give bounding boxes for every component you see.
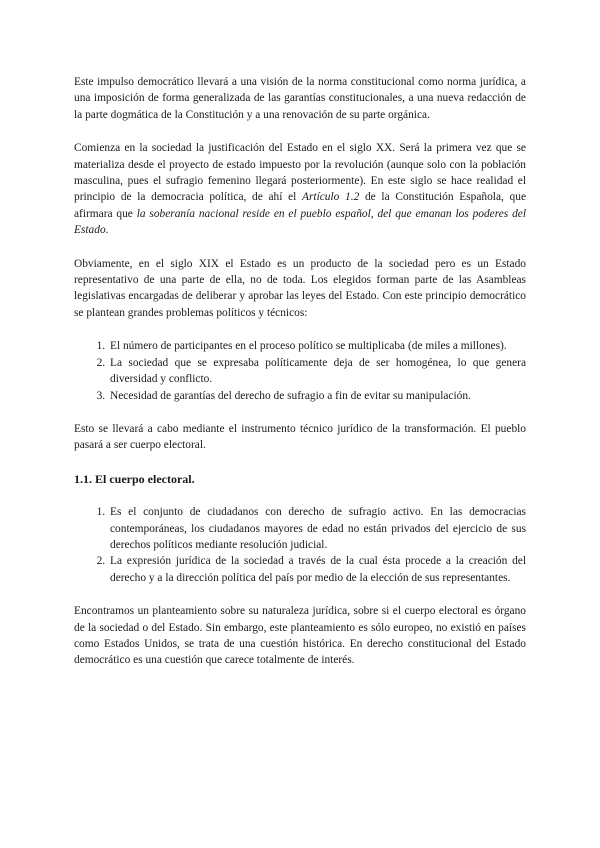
paragraph-2 [74,140,526,238]
list-item: 2. La sociedad que se expresaba políticamente deja de ser homogénea, lo que genera diversidad y conflicto. [108,355,526,388]
article-reference: Artículo 1.2 [302,191,360,204]
document-page [74,74,526,686]
definition-list [74,504,526,586]
section-heading: 1.1. El cuerpo electoral. [74,471,195,486]
paragraph-3: Obviamente, en el siglo XIX el Estado es un producto de la sociedad pero es un Estado representativo de una parte de ella, no de toda. Los elegidos forman parte de las Asambleas legislativas encargadas de deliberar y aprobar las leyes del Estado. Con este principio democrático se plantean grandes problemas políticos y técnicos: [74,257,526,319]
constitution-quote: la soberanía nacional reside en el pueblo español, del que emanan los poderes del Estado [74,207,526,237]
paragraph-2-text-c: . [105,224,109,237]
list-item: 2. La expresión jurídica de la sociedad a través de la cual ésta procede a la creación del derecho y a la dirección política del país por medio de la elección de sus representantes. [108,553,526,586]
problems-list [74,338,526,404]
list-item: 1. Es el conjunto de ciudadanos con derecho de sufragio activo. En las democracias contemporáneas, los ciudadanos mayores de edad no están privados del ejercicio de sus derechos políticos mediante resolución judicial. [108,504,526,553]
paragraph-1: Este impulso democrático llevará a una visión de la norma constitucional como norma jurídica, a una imposición de forma generalizada de las garantías constitucionales, a una nueva redacción de la parte dogmática de la Constitución y a una renovación de su parte orgánica. [74,76,526,121]
list-item: 3. Necesidad de garantías del derecho de sufragio a fin de evitar su manipulación. [108,388,526,404]
list-item: 1. El número de participantes en el proceso político se multiplicaba (de miles a millones). [108,338,526,354]
paragraph-5: Encontramos un planteamiento sobre su naturaleza jurídica, sobre si el cuerpo electoral es órgano de la sociedad o del Estado. Sin embargo, este planteamiento es sólo europeo, no existió en países como Estados Unidos, se trata de una cuestión histórica. En derecho constitucional del Estado democrático es una cuestión que carece totalmente de interés. [74,605,526,667]
paragraph-4: Esto se llevará a cabo mediante el instrumento técnico jurídico de la transformación. El pueblo pasará a ser cuerpo electoral. [74,422,526,452]
paragraph-2-text-a: Comienza en la sociedad la justificación del Estado en el siglo XX. Será la primera vez que se materializa desde el proyecto de estado impuesto por la revolución (aunque solo con la población masculina, pues el sufragio femenino llegará posteriormente). En este siglo se hace realidad el principio de la democracia política, de ahí el [74,142,526,204]
paragraph-2-text-b: de la Constitución Española, que afirmara que [74,191,526,220]
